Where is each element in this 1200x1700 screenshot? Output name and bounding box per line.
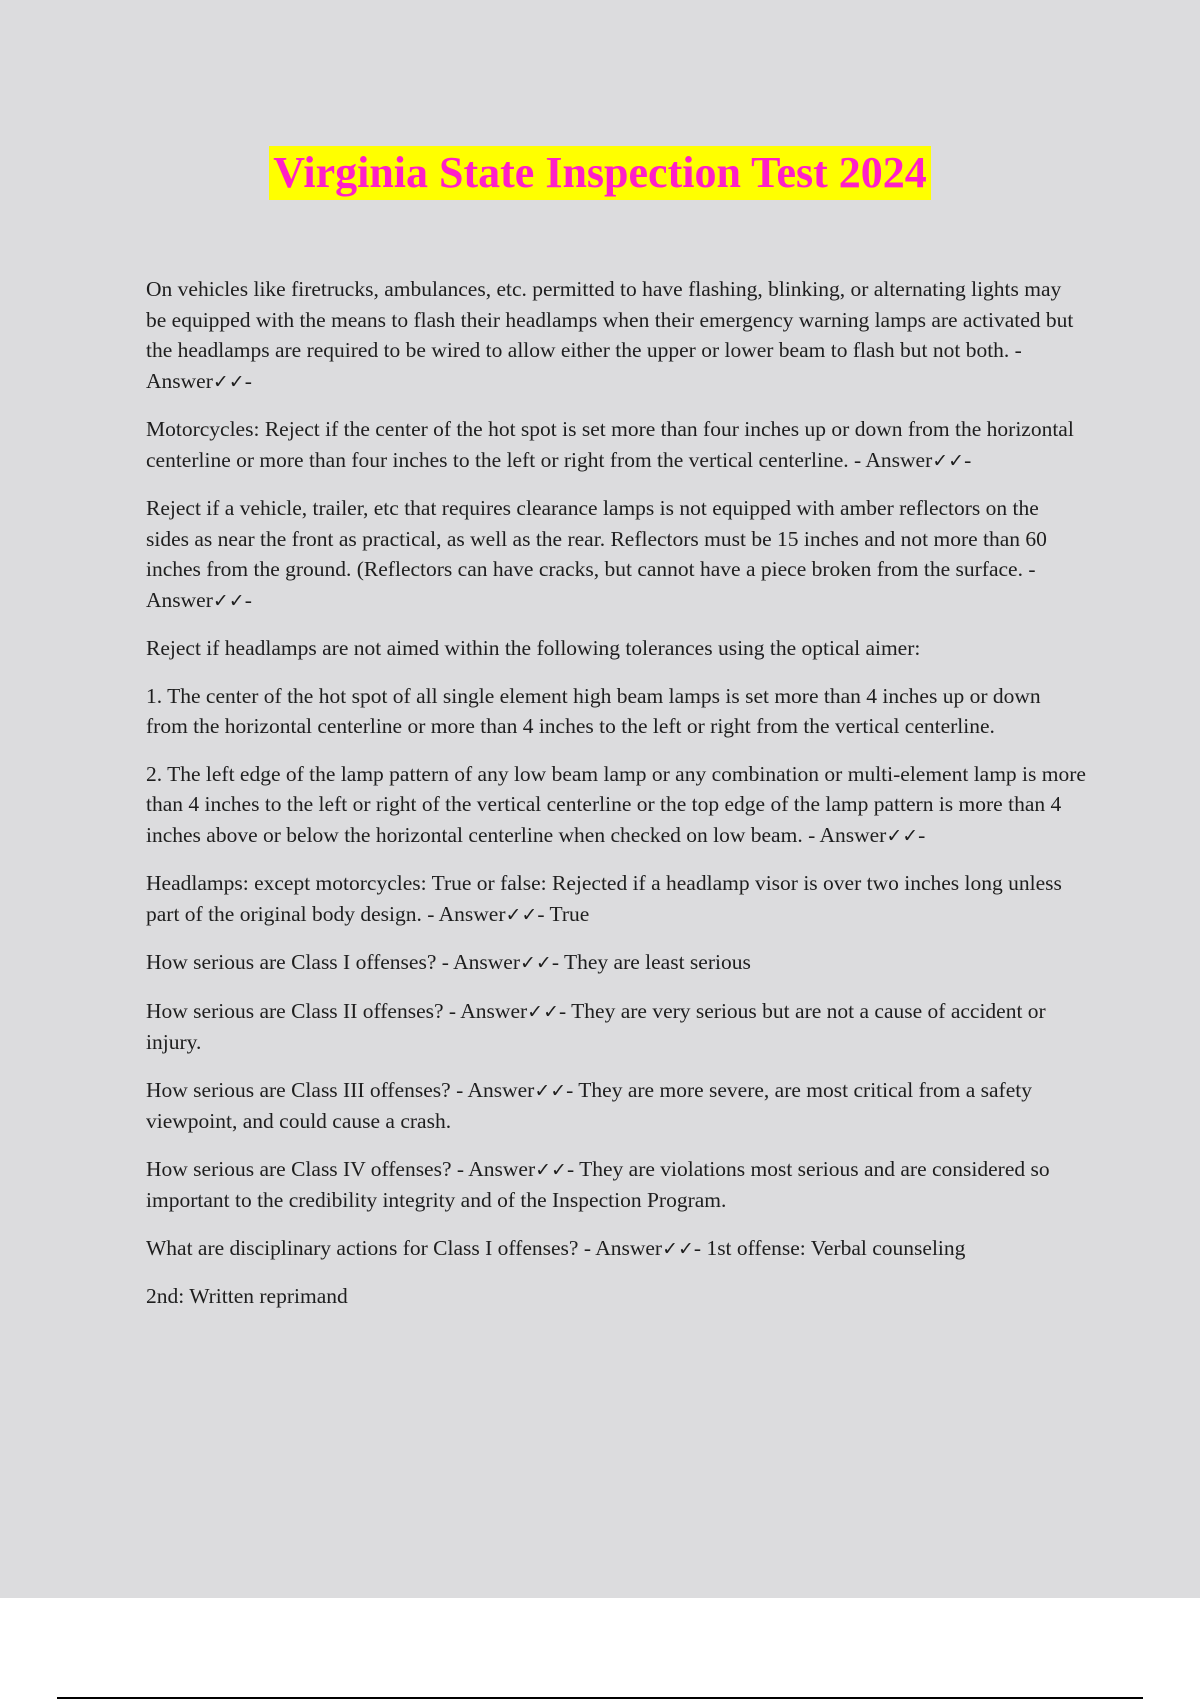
double-check-icon: ✓✓ <box>212 589 245 612</box>
answer-text: - <box>918 822 926 847</box>
qa-paragraph <box>146 1154 1086 1216</box>
answer-text: - True <box>537 901 590 926</box>
question-text: 2nd: Written reprimand <box>146 1284 348 1308</box>
qa-paragraph <box>146 681 1086 742</box>
answer-text: - They are very serious but are not a cause of accident or injury. <box>146 998 1046 1054</box>
document-title: Virginia State Inspection Test 2024 <box>269 146 931 200</box>
double-check-icon: ✓✓ <box>886 824 919 847</box>
qa-paragraph <box>146 996 1086 1058</box>
title-container <box>0 146 1200 200</box>
answer-label: Answer✓✓ <box>453 950 552 974</box>
question-text: How serious are Class IV offenses? - <box>146 1156 465 1181</box>
question-text: How serious are Class I offenses? - <box>146 950 449 974</box>
double-check-icon: ✓✓ <box>505 903 538 926</box>
answer-label: Answer✓✓ <box>819 822 919 847</box>
question-text: How serious are Class III offenses? - <box>146 1077 464 1102</box>
question-text: Headlamps: except motorcycles: True or false: Rejected if a headlamp visor is over two inches long unless part of the original body design. - <box>146 871 1062 926</box>
answer-text: - <box>964 447 972 472</box>
qa-paragraph <box>146 1281 1086 1312</box>
answer-label: Answer✓✓ <box>460 998 559 1023</box>
qa-paragraph <box>146 1075 1086 1137</box>
answer-label: Answer✓✓ <box>595 1235 694 1260</box>
qa-paragraph <box>146 868 1086 930</box>
answer-text: - 1st offense: Verbal counseling <box>693 1235 966 1260</box>
double-check-icon: ✓✓ <box>932 449 965 472</box>
qa-paragraph <box>146 1233 1086 1265</box>
question-text: How serious are Class II offenses? - <box>146 998 457 1023</box>
answer-label: Answer✓✓ <box>146 587 245 612</box>
question-text: What are disciplinary actions for Class I offenses? - <box>146 1235 591 1260</box>
answer-text: - <box>244 368 252 393</box>
document-body <box>146 274 1086 1329</box>
double-check-icon: ✓✓ <box>535 1158 567 1181</box>
qa-paragraph <box>146 414 1086 476</box>
footer-divider <box>57 1697 1143 1699</box>
answer-label: Answer✓✓ <box>467 1077 567 1102</box>
qa-paragraph <box>146 633 1086 664</box>
answer-text: - They are least serious <box>551 950 751 974</box>
question-text: On vehicles like firetrucks, ambulances, etc. permitted to have flashing, blinking, or alternating lights may be equipped with the means to flash their headlamps when their emergency warning lamps are activated but the headlamps are required to be wired to allow either the upper or lower beam to flash but not both. - <box>146 277 1074 362</box>
double-check-icon: ✓✓ <box>534 1079 567 1102</box>
double-check-icon: ✓✓ <box>520 952 552 974</box>
double-check-icon: ✓✓ <box>662 1237 694 1260</box>
question-text: 2. The left edge of the lamp pattern of any low beam lamp or any combination or multi-element lamp is more than 4 inches to the left or right of the vertical centerline or the top edge of the lamp pattern is more than 4 inches above or below the horizontal centerline when checked on low beam. - <box>146 761 1086 847</box>
question-text: Reject if a vehicle, trailer, etc that requires clearance lamps is not equipped with amber reflectors on the sides as near the front as practical, as well as the rear. Reflectors must be 15 inches and not more than 60 inches from the ground. (Reflectors can have cracks, but cannot have a piece broken from the surface. - <box>146 496 1047 581</box>
answer-label: Answer✓✓ <box>146 368 245 393</box>
answer-label: Answer✓✓ <box>865 447 965 472</box>
answer-text: - They are more severe, are most critical from a safety viewpoint, and could cause a crash. <box>146 1077 1032 1133</box>
question-text: Motorcycles: Reject if the center of the hot spot is set more than four inches up or down from the horizontal centerline or more than four inches to the left or right from the vertical centerline. - <box>146 417 1074 472</box>
qa-paragraph <box>146 759 1086 852</box>
answer-label: Answer✓✓ <box>468 1156 567 1181</box>
qa-paragraph <box>146 274 1086 397</box>
qa-paragraph <box>146 947 1086 979</box>
answer-label: Answer✓✓ <box>438 901 538 926</box>
double-check-icon: ✓✓ <box>212 370 245 393</box>
double-check-icon: ✓✓ <box>527 1000 559 1023</box>
question-text: Reject if headlamps are not aimed within the following tolerances using the optical aimer: <box>146 636 921 660</box>
answer-text: - <box>244 587 252 612</box>
answer-text: - They are violations most serious and are considered so important to the credibility integrity and of the Inspection Program. <box>146 1156 1050 1212</box>
question-text: 1. The center of the hot spot of all single element high beam lamps is set more than 4 inches up or down from the horizontal centerline or more than 4 inches to the left or right from the vertical centerline. <box>146 683 1041 738</box>
qa-paragraph <box>146 493 1086 616</box>
